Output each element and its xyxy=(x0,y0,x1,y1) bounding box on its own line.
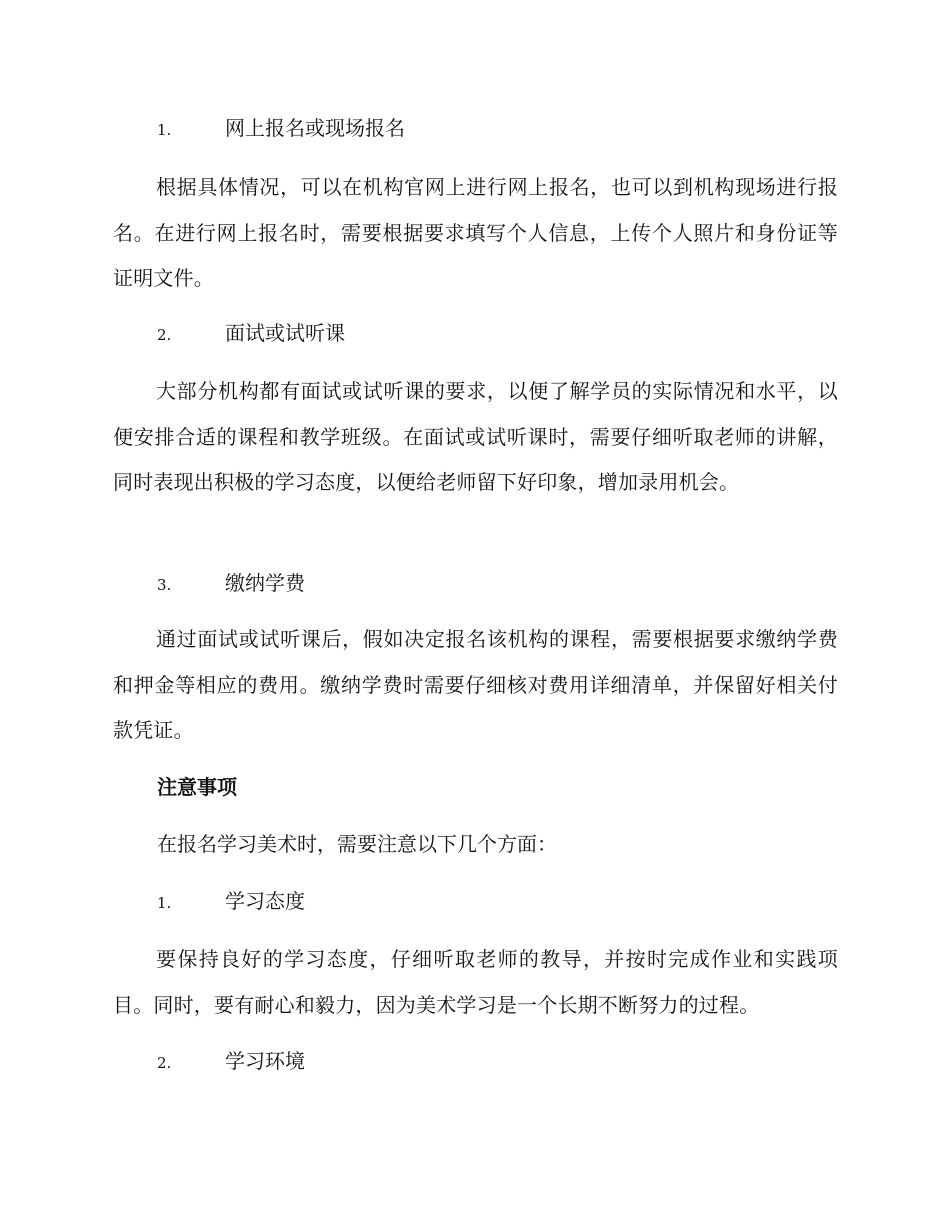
section-body-1: 根据具体情况，可以在机构官网上进行网上报名，也可以到机构现场进行报名。在进行网上报名时，需要根据要求填写个人信息，上传个人照片和身份证等证明文件。 xyxy=(113,175,838,291)
section-title: 网上报名或现场报名 xyxy=(225,116,405,140)
notes-item-heading-2 xyxy=(157,1047,305,1077)
notes-item-number: 1. xyxy=(157,894,172,912)
section-heading-2 xyxy=(157,319,345,349)
section-number: 1. xyxy=(157,121,172,139)
section-body-2: 大部分机构都有面试或试听课的要求，以便了解学员的实际情况和水平，以便安排合适的课程和教学班级。在面试或试听课时，需要仔细听取老师的讲解，同时表现出积极的学习态度，以便给老师留下好印象，增加录用机会。 xyxy=(113,379,838,495)
section-number: 3. xyxy=(157,576,172,594)
section-title: 面试或试听课 xyxy=(225,321,345,345)
notes-item-title: 学习环境 xyxy=(225,1049,305,1073)
notes-item-heading-1 xyxy=(157,887,305,917)
section-number: 2. xyxy=(157,326,172,344)
notes-item-body-1: 要保持良好的学习态度，仔细听取老师的教导，并按时完成作业和实践项目。同时，要有耐心和毅力，因为美术学习是一个长期不断努力的过程。 xyxy=(113,947,838,1017)
notes-title: 注意事项 xyxy=(157,775,237,799)
notes-item-title: 学习态度 xyxy=(225,889,305,913)
section-title: 缴纳学费 xyxy=(225,571,305,595)
notes-item-number: 2. xyxy=(157,1054,172,1072)
section-body-3: 通过面试或试听课后，假如决定报名该机构的课程，需要根据要求缴纳学费和押金等相应的费用。缴纳学费时需要仔细核对费用详细清单，并保留好相关付款凭证。 xyxy=(113,627,838,743)
section-heading-3 xyxy=(157,569,305,599)
section-heading-1 xyxy=(157,114,405,144)
notes-intro: 在报名学习美术时，需要注意以下几个方面： xyxy=(157,832,557,856)
